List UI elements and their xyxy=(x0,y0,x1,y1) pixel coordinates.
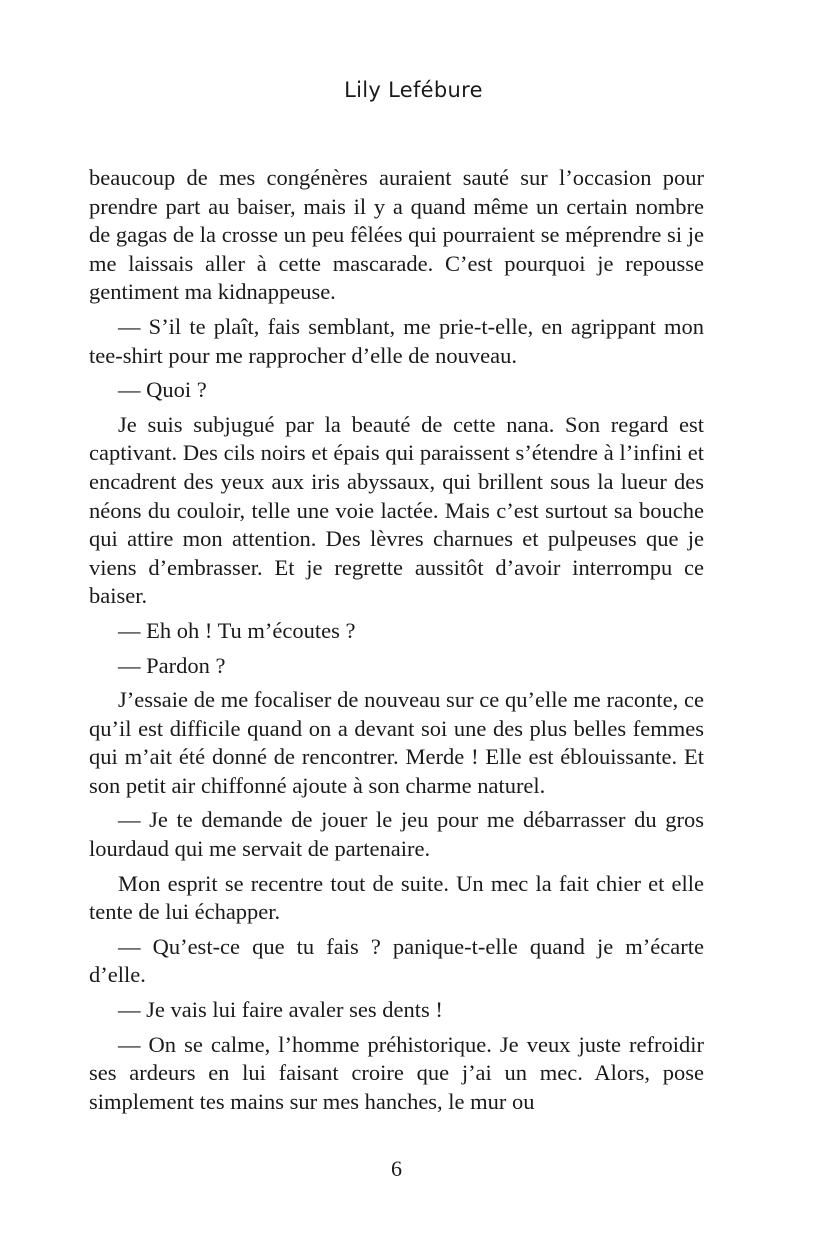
paragraph: — Je te demande de jouer le jeu pour me débarrasser du gros lourdaud qui me servait de partenaire. xyxy=(89,807,704,862)
paragraph: J’essaie de me focaliser de nouveau sur ce qu’elle me raconte, ce qu’il est difficile quand on a devant soi une des plus belles femmes qui m’ait été donné de rencontrer. Merde ! Elle est éblouissante. Et son petit air chiffonné ajoute à son charme naturel. xyxy=(89,687,704,798)
paragraph: — On se calme, l’homme préhistorique. Je veux juste refroidir ses ardeurs en lui faisant croire que j’ai un mec. Alors, pose simplement tes mains sur mes hanches, le mur ou xyxy=(89,1031,704,1114)
paragraph: Mon esprit se recentre tout de suite. Un mec la fait chier et elle tente de lui échapper. xyxy=(89,870,704,925)
paragraph: — Qu’est-ce que tu fais ? panique-t-elle quand je m’écarte d’elle. xyxy=(89,933,704,988)
running-head: Lily Lefébure xyxy=(344,78,483,102)
paragraph: Je suis subjugué par la beauté de cette nana. Son regard est captivant. Des cils noirs et épais qui paraissent s’étendre à l’infini et encadrent des yeux aux iris abyssaux, qui brillent sous la lueur des néons du couloir, telle une voie lactée. Mais c’est surtout sa bouche qui attire mon attention. Des lèvres charnues et pulpeuses que je viens d’embrasser. Et je regrette aussitôt d’avoir interrompu ce baiser. xyxy=(89,411,704,609)
paragraph: — Eh oh ! Tu m’écoutes ? xyxy=(118,617,356,643)
paragraph: — S’il te plaît, fais semblant, me prie-t-elle, en agrippant mon tee-shirt pour me rapprocher d’elle de nouveau. xyxy=(89,313,704,368)
paragraph: beaucoup de mes congénères auraient sauté sur l’occasion pour prendre part au baiser, mais il y a quand même un certain nombre de gagas de la crosse un peu fêlées qui pourraient se méprendre si je me laissais aller à cette mascarade. C’est pourquoi je repousse gentiment ma kidnappeuse. xyxy=(89,165,704,305)
page-number: 6 xyxy=(391,1156,402,1181)
paragraph: — Pardon ? xyxy=(118,652,226,678)
paragraph: — Je vais lui faire avaler ses dents ! xyxy=(118,997,443,1023)
body-text xyxy=(89,164,704,1122)
paragraph: — Quoi ? xyxy=(118,377,207,403)
